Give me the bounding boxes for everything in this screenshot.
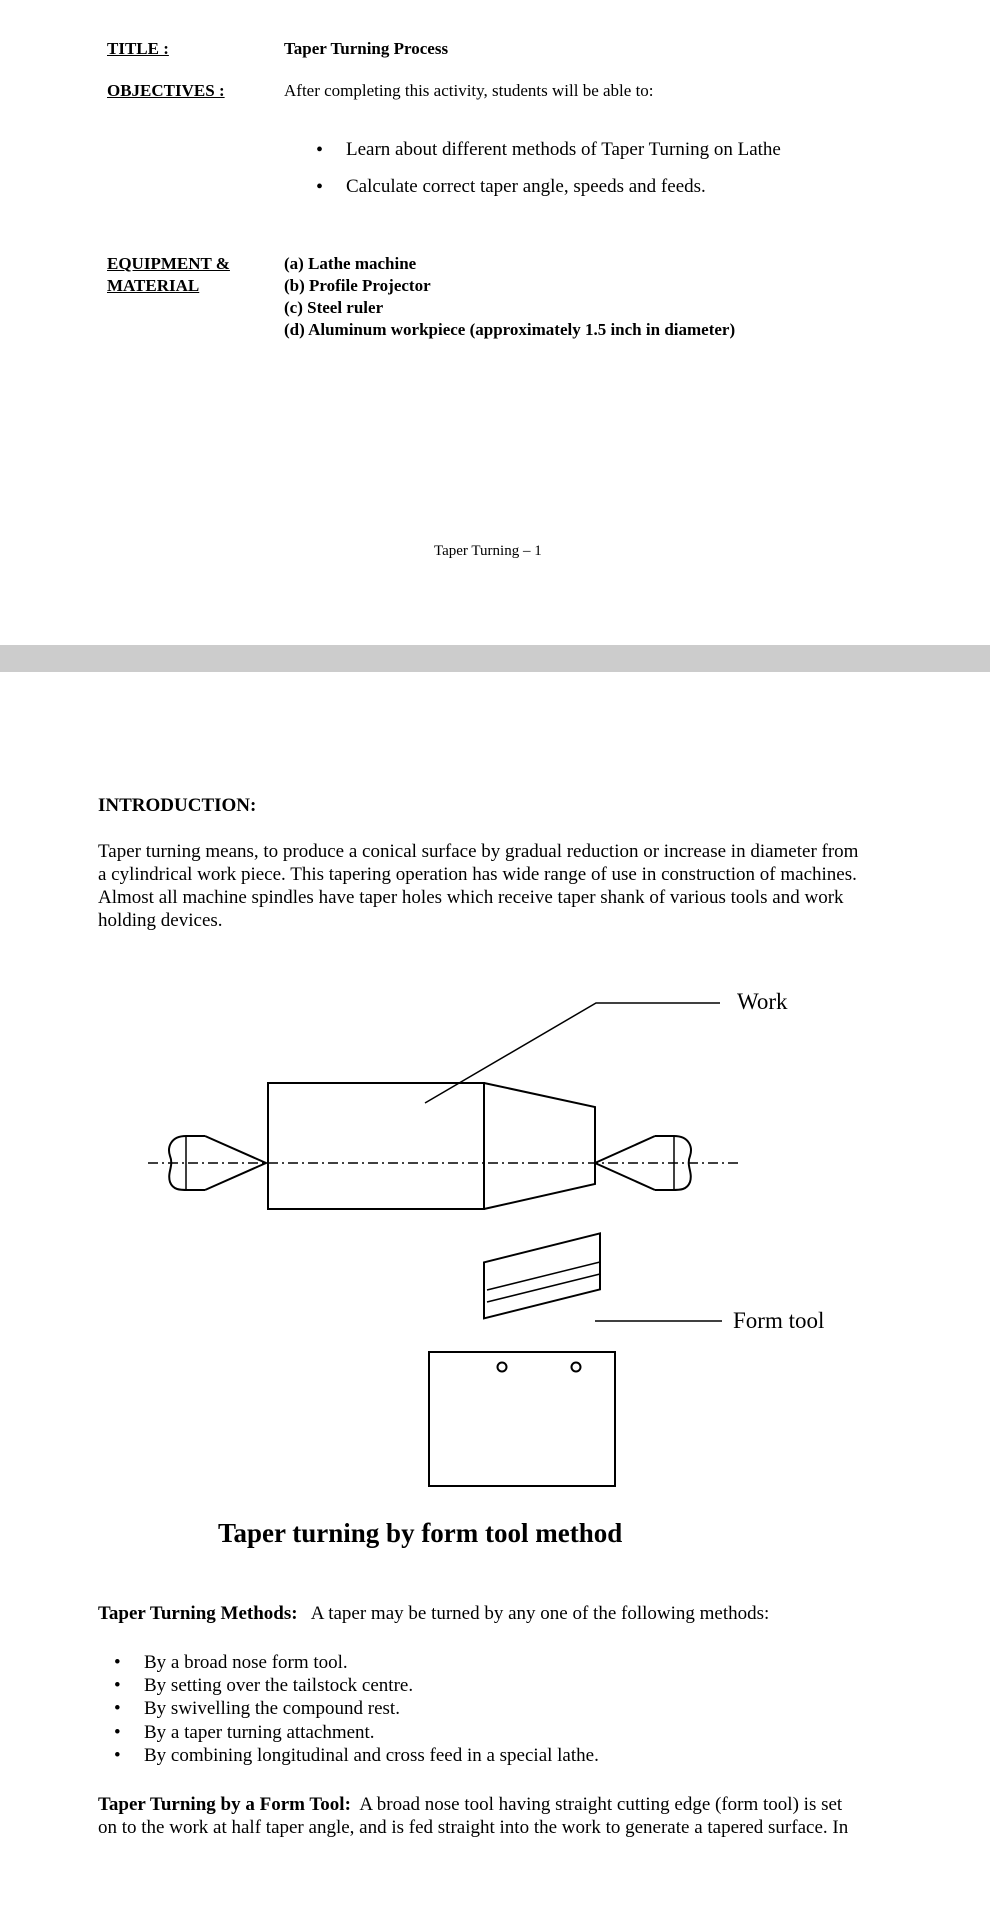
method-item: • By a broad nose form tool. (144, 1652, 348, 1674)
equipment-item: (d) Aluminum workpiece (approximately 1.5 inch in diameter) (284, 320, 736, 339)
work-label: Work (737, 989, 788, 1014)
method-item: • By a taper turning attachment. (144, 1722, 375, 1744)
paragraph-line: A broad nose tool having straight cutting edge (form tool) is set (359, 1794, 843, 1815)
holder-bolt-left (498, 1363, 507, 1372)
form-tool-label: Form tool (733, 1308, 825, 1333)
objective-item: • Calculate correct taper angle, speeds and feeds. (346, 176, 706, 198)
title-label: TITLE : (107, 39, 169, 58)
objective-item: • Learn about different methods of Taper Turning on Lathe (346, 139, 781, 161)
material-label: MATERIAL (107, 276, 200, 295)
paragraph-line: on to the work at half taper angle, and is fed straight into the work to generate a tapered surface. In (98, 1817, 849, 1838)
equipment-label: EQUIPMENT & (107, 254, 230, 273)
work-cylinder (268, 1083, 484, 1209)
holder-bolt-right (572, 1363, 581, 1372)
form-tool-heading: Taper Turning by a Form Tool: (98, 1794, 351, 1815)
objectives-intro: After completing this activity, students will be able to: (284, 81, 654, 100)
objectives-label: OBJECTIVES : (107, 81, 225, 100)
introduction-paragraph (98, 840, 858, 932)
form-tool-paragraph (98, 1793, 848, 1839)
equipment-item: (c) Steel ruler (284, 298, 384, 317)
method-item: • By swivelling the compound rest. (144, 1698, 400, 1720)
paragraph-line: Almost all machine spindles have taper holes which receive taper shank of various tools and work (98, 887, 844, 908)
page-divider (0, 645, 990, 672)
methods-heading: Taper Turning Methods: (98, 1603, 298, 1624)
paragraph-line: a cylindrical work piece. This tapering operation has wide range of use in construction of machines. (98, 864, 857, 885)
method-item: • By setting over the tailstock centre. (144, 1675, 413, 1697)
tool-holder (429, 1352, 615, 1486)
form-tool-diagram (0, 960, 990, 1500)
page-footer: Taper Turning – 1 (434, 543, 542, 559)
equipment-item: (a) Lathe machine (284, 254, 417, 273)
equipment-item: (b) Profile Projector (284, 276, 431, 295)
method-item: • By combining longitudinal and cross feed in a special lathe. (144, 1745, 599, 1767)
methods-intro: A taper may be turned by any one of the following methods: (310, 1603, 770, 1624)
paragraph-line: Taper turning means, to produce a conical surface by gradual reduction or increase in diameter from (98, 841, 859, 862)
work-taper (484, 1083, 595, 1209)
methods-paragraph (98, 1603, 769, 1625)
introduction-heading: INTRODUCTION: (98, 795, 257, 816)
title-value: Taper Turning Process (284, 39, 449, 58)
work-leader-line (425, 1003, 720, 1103)
paragraph-line: holding devices. (98, 910, 223, 931)
figure-caption: Taper turning by form tool method (218, 1518, 623, 1548)
